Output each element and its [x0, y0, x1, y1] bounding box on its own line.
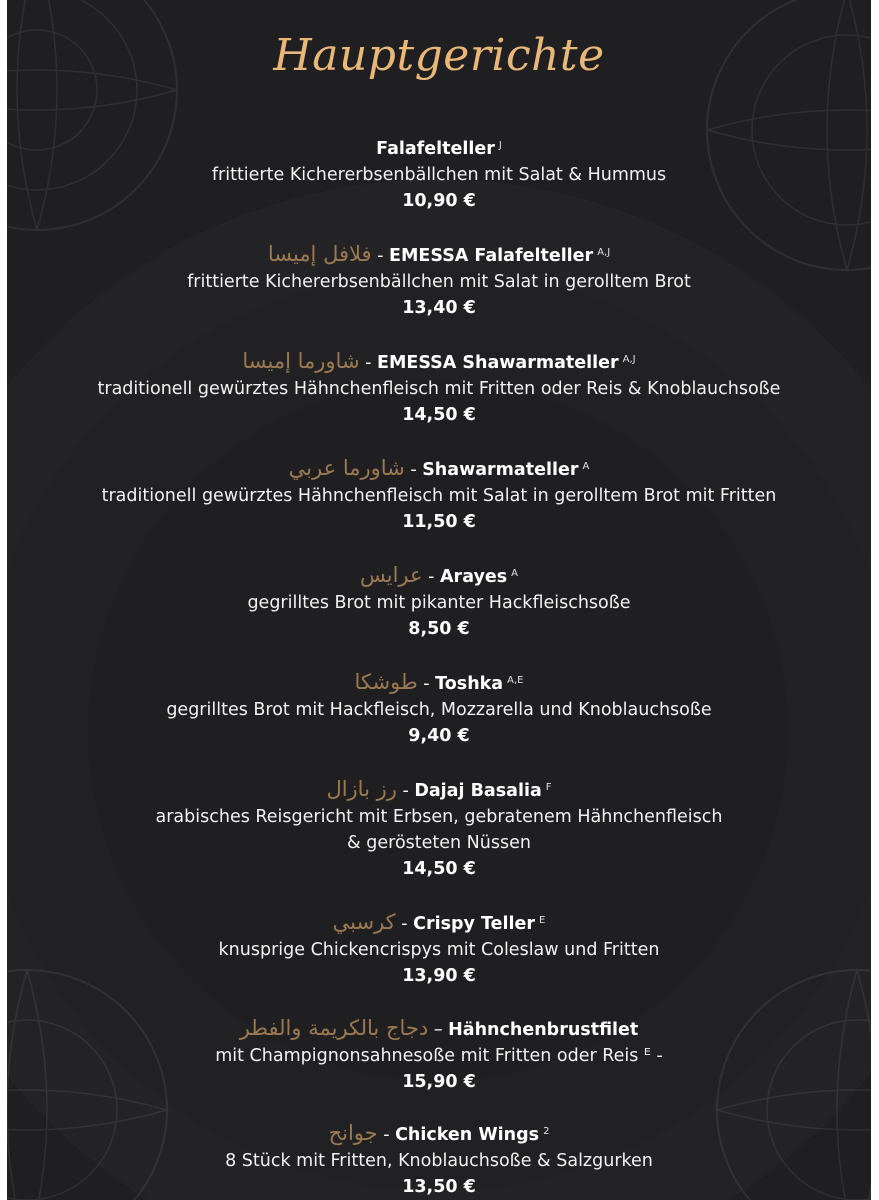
dish-price: 10,90 €: [402, 191, 476, 211]
dish-description: & gerösteten Nüssen: [347, 833, 531, 853]
menu-item-header: [7, 347, 871, 376]
allergen-codes: A,E: [507, 675, 524, 686]
name-separator: -: [417, 674, 436, 694]
dish-arabic-name: دجاج بالكريمة والفطر: [239, 1016, 429, 1040]
dish-arabic-name: كرسبي: [332, 910, 396, 934]
name-separator: -: [371, 246, 390, 266]
dish-name: Dajaj Basalia: [414, 781, 542, 801]
dish-arabic-name: شاورما إميسا: [242, 349, 360, 373]
menu-list: [7, 133, 871, 1200]
dish-description: gegrilltes Brot mit pikanter Hackfleischsoße: [247, 593, 631, 613]
allergen-codes: E: [539, 915, 546, 926]
dish-name: Shawarmateller: [422, 460, 579, 480]
dish-price: 14,50 €: [402, 405, 476, 425]
menu-item-header: [7, 240, 871, 269]
dish-price: 13,50 €: [402, 1177, 476, 1197]
menu-item-header: [7, 1015, 871, 1043]
menu-item: [7, 454, 871, 535]
menu-item: [7, 347, 871, 428]
dish-name: Crispy Teller: [413, 914, 536, 934]
dish-name: Chicken Wings: [395, 1125, 540, 1145]
menu-item-header: [7, 668, 871, 697]
dish-arabic-name: عرايس: [359, 563, 423, 587]
dish-price: 15,90 €: [402, 1072, 476, 1092]
menu-item-header: [7, 454, 871, 483]
dish-description: frittierte Kichererbsenbällchen mit Salat & Hummus: [211, 165, 667, 185]
name-separator: -: [395, 914, 414, 934]
dish-name: EMESSA Shawarmateller: [377, 353, 619, 373]
dish-description: mit Champignonsahnesoße mit Fritten oder Reis ᴱ -: [215, 1046, 663, 1066]
menu-item: [7, 240, 871, 321]
name-separator: -: [359, 353, 377, 373]
dish-price: 8,50 €: [408, 619, 470, 639]
name-separator: –: [428, 1020, 449, 1040]
menu-item: [7, 1015, 871, 1095]
dish-name: Toshka: [435, 674, 504, 694]
menu-item-header: [7, 908, 871, 937]
dish-description: traditionell gewürztes Hähnchenfleisch mit Fritten oder Reis & Knoblauchsoße: [97, 379, 781, 399]
dish-name: Hähnchenbrustfilet: [448, 1020, 639, 1040]
name-separator: -: [422, 567, 441, 587]
dish-price: 9,40 €: [408, 726, 470, 746]
menu-item-header: [7, 561, 871, 590]
menu-item: [7, 775, 871, 882]
menu-item: [7, 1119, 871, 1200]
name-separator: -: [377, 1125, 396, 1145]
allergen-codes: A: [582, 461, 590, 472]
dish-arabic-name: رز بازال: [326, 777, 397, 801]
allergen-codes: F: [545, 782, 552, 793]
dish-description: traditionell gewürztes Hähnchenfleisch mit Salat in gerolltem Brot mit Fritten: [101, 486, 777, 506]
dish-price: 13,40 €: [402, 298, 476, 318]
dish-name: EMESSA Falafelteller: [389, 246, 594, 266]
allergen-codes: J: [498, 140, 502, 151]
name-separator: -: [396, 781, 415, 801]
dish-name: Falafelteller: [376, 139, 495, 159]
dish-price: 14,50 €: [402, 859, 476, 879]
dish-price: 11,50 €: [402, 512, 476, 532]
dish-description: frittierte Kichererbsenbällchen mit Salat in gerolltem Brot: [187, 272, 691, 292]
menu-item: [7, 908, 871, 989]
allergen-codes: 2: [543, 1126, 550, 1137]
allergen-codes: A,J: [597, 247, 611, 258]
menu-item-header: [7, 133, 871, 162]
dish-arabic-name: شاورما عربي: [288, 456, 405, 480]
menu-page: [7, 0, 871, 1200]
dish-arabic-name: طوشكا: [354, 670, 418, 694]
allergen-codes: A,J: [622, 354, 636, 365]
dish-description: knusprige Chickencrispys mit Coleslaw und Fritten: [218, 940, 660, 960]
menu-item: [7, 561, 871, 642]
menu-item-header: [7, 1119, 871, 1148]
dish-name: Arayes: [440, 567, 508, 587]
page-title: Hauptgerichte: [273, 30, 605, 81]
dish-arabic-name: فلافل إميسا: [267, 242, 372, 266]
dish-description: arabisches Reisgericht mit Erbsen, gebratenem Hähnchenfleisch: [155, 807, 723, 827]
menu-item: [7, 668, 871, 749]
dish-arabic-name: جوانح: [328, 1121, 378, 1145]
name-separator: -: [404, 460, 423, 480]
allergen-codes: A: [511, 568, 518, 579]
dish-description: gegrilltes Brot mit Hackfleisch, Mozzarella und Knoblauchsoße: [166, 700, 712, 720]
menu-item: [7, 133, 871, 214]
dish-description: 8 Stück mit Fritten, Knoblauchsoße & Salzgurken: [225, 1151, 653, 1171]
menu-item-header: [7, 775, 871, 804]
dish-price: 13,90 €: [402, 966, 476, 986]
